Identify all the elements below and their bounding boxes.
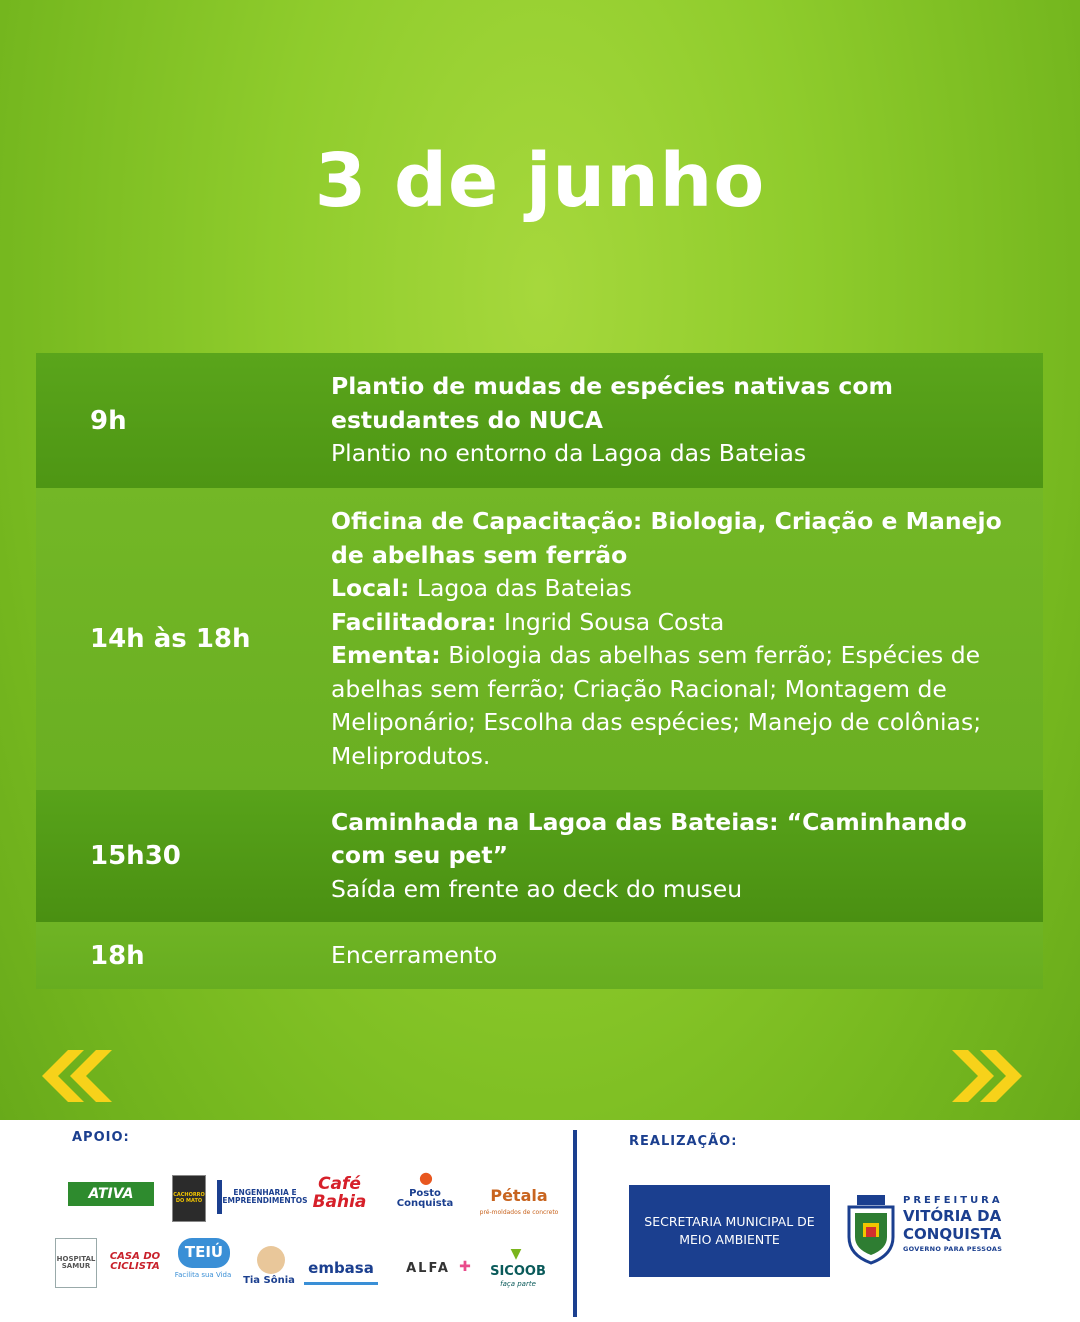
engenharia-logo: ENGENHARIA E EMPREENDIMENTOS — [217, 1180, 305, 1214]
schedule-row — [36, 922, 1043, 989]
teiu-subtitle: Facilita sua Vida — [174, 1271, 232, 1280]
schedule-time: 9h — [90, 405, 127, 436]
schedule-time: 14h às 18h — [90, 624, 251, 654]
facilitadora-value: Ingrid Sousa Costa — [504, 607, 725, 636]
schedule-row — [36, 790, 1043, 922]
avatar — [257, 1246, 285, 1274]
schedule-time: 18h — [90, 940, 145, 971]
local-value: Lagoa das Bateias — [416, 574, 632, 602]
prefeitura-line3: CONQUISTA — [903, 1225, 1002, 1243]
schedule-description — [331, 505, 1043, 773]
local-label: Local: — [331, 574, 410, 602]
schedule-description — [331, 370, 1043, 471]
flame-icon: ● — [419, 1167, 433, 1187]
schedule-title: Plantio de mudas de espécies nativas com estudantes do NUCA — [331, 372, 893, 434]
cachorro-do-mato-logo: CACHORRO DO MATO — [172, 1175, 206, 1222]
schedule-description — [331, 806, 1043, 907]
footer-divider — [573, 1130, 577, 1317]
schedule-row — [36, 488, 1043, 790]
apoio-label: APOIO: — [72, 1130, 130, 1145]
schedule-detail: Plantio no entorno da Lagoa das Bateias — [331, 439, 807, 468]
embasa-logo: embasa — [304, 1256, 378, 1285]
secretaria-logo: SECRETARIA MUNICIPAL DE MEIO AMBIENTE — [629, 1185, 830, 1277]
facilitadora-label: Facilitadora: — [331, 607, 497, 636]
schedule-detail: Saída em frente ao deck do museu — [331, 874, 743, 903]
footer — [0, 1120, 1080, 1322]
page-title: 3 de junho — [314, 138, 766, 224]
sicoob-subtitle: faça parte — [500, 1280, 536, 1289]
ementa-value: Biologia das abelhas sem ferrão; Espécies de abelhas sem ferrão; Criação Racional; Montagem de Meliponário; Escolha das espécies; Manejo de colônias; Meliprodutos. — [331, 641, 982, 770]
cafe-bahia-logo: Café Bahia — [312, 1174, 367, 1212]
teiu-logo: TEIÚ — [178, 1238, 230, 1268]
double-chevron-left-icon[interactable] — [40, 1050, 114, 1102]
prefeitura-line2: VITÓRIA DA — [903, 1207, 1002, 1225]
coat-of-arms-icon — [843, 1193, 899, 1265]
ativa-logo: ATIVA — [68, 1182, 154, 1206]
schedule-description — [331, 939, 1043, 973]
hospital-samur-logo: HOSPITAL SAMUR — [55, 1238, 97, 1288]
alfa-logo: ALFA — [406, 1261, 450, 1277]
petala-subtitle: pré-moldados de concreto — [479, 1208, 559, 1216]
sicoob-icon: ▼ — [510, 1245, 522, 1262]
prefeitura-line1: PREFEITURA — [903, 1195, 1003, 1206]
sicoob-logo: SICOOB — [490, 1264, 546, 1280]
schedule-title: Oficina de Capacitação: Biologia, Criação e Manejo de abelhas sem ferrão — [331, 507, 1002, 569]
ementa-label: Ementa: — [331, 641, 441, 669]
prefeitura-line4: GOVERNO PARA PESSOAS — [903, 1245, 1003, 1253]
casa-do-ciclista-logo: CASA DO CICLISTA — [109, 1250, 161, 1272]
plus-icon: ✚ — [459, 1258, 471, 1275]
prefeitura-logo — [843, 1193, 1018, 1268]
tia-sonia-logo: Tia Sônia — [243, 1274, 295, 1286]
double-chevron-right-icon[interactable] — [950, 1050, 1024, 1102]
realizacao-label: REALIZAÇÃO: — [629, 1134, 738, 1149]
schedule-time: 15h30 — [90, 841, 181, 871]
schedule-detail: Encerramento — [331, 940, 498, 969]
schedule-table — [36, 353, 1043, 989]
posto-conquista-logo: Posto Conquista — [396, 1187, 454, 1209]
schedule-title: Caminhada na Lagoa das Bateias: “Caminhando com seu pet” — [331, 807, 967, 870]
petala-logo: Pétala — [490, 1185, 548, 1205]
schedule-row — [36, 353, 1043, 488]
